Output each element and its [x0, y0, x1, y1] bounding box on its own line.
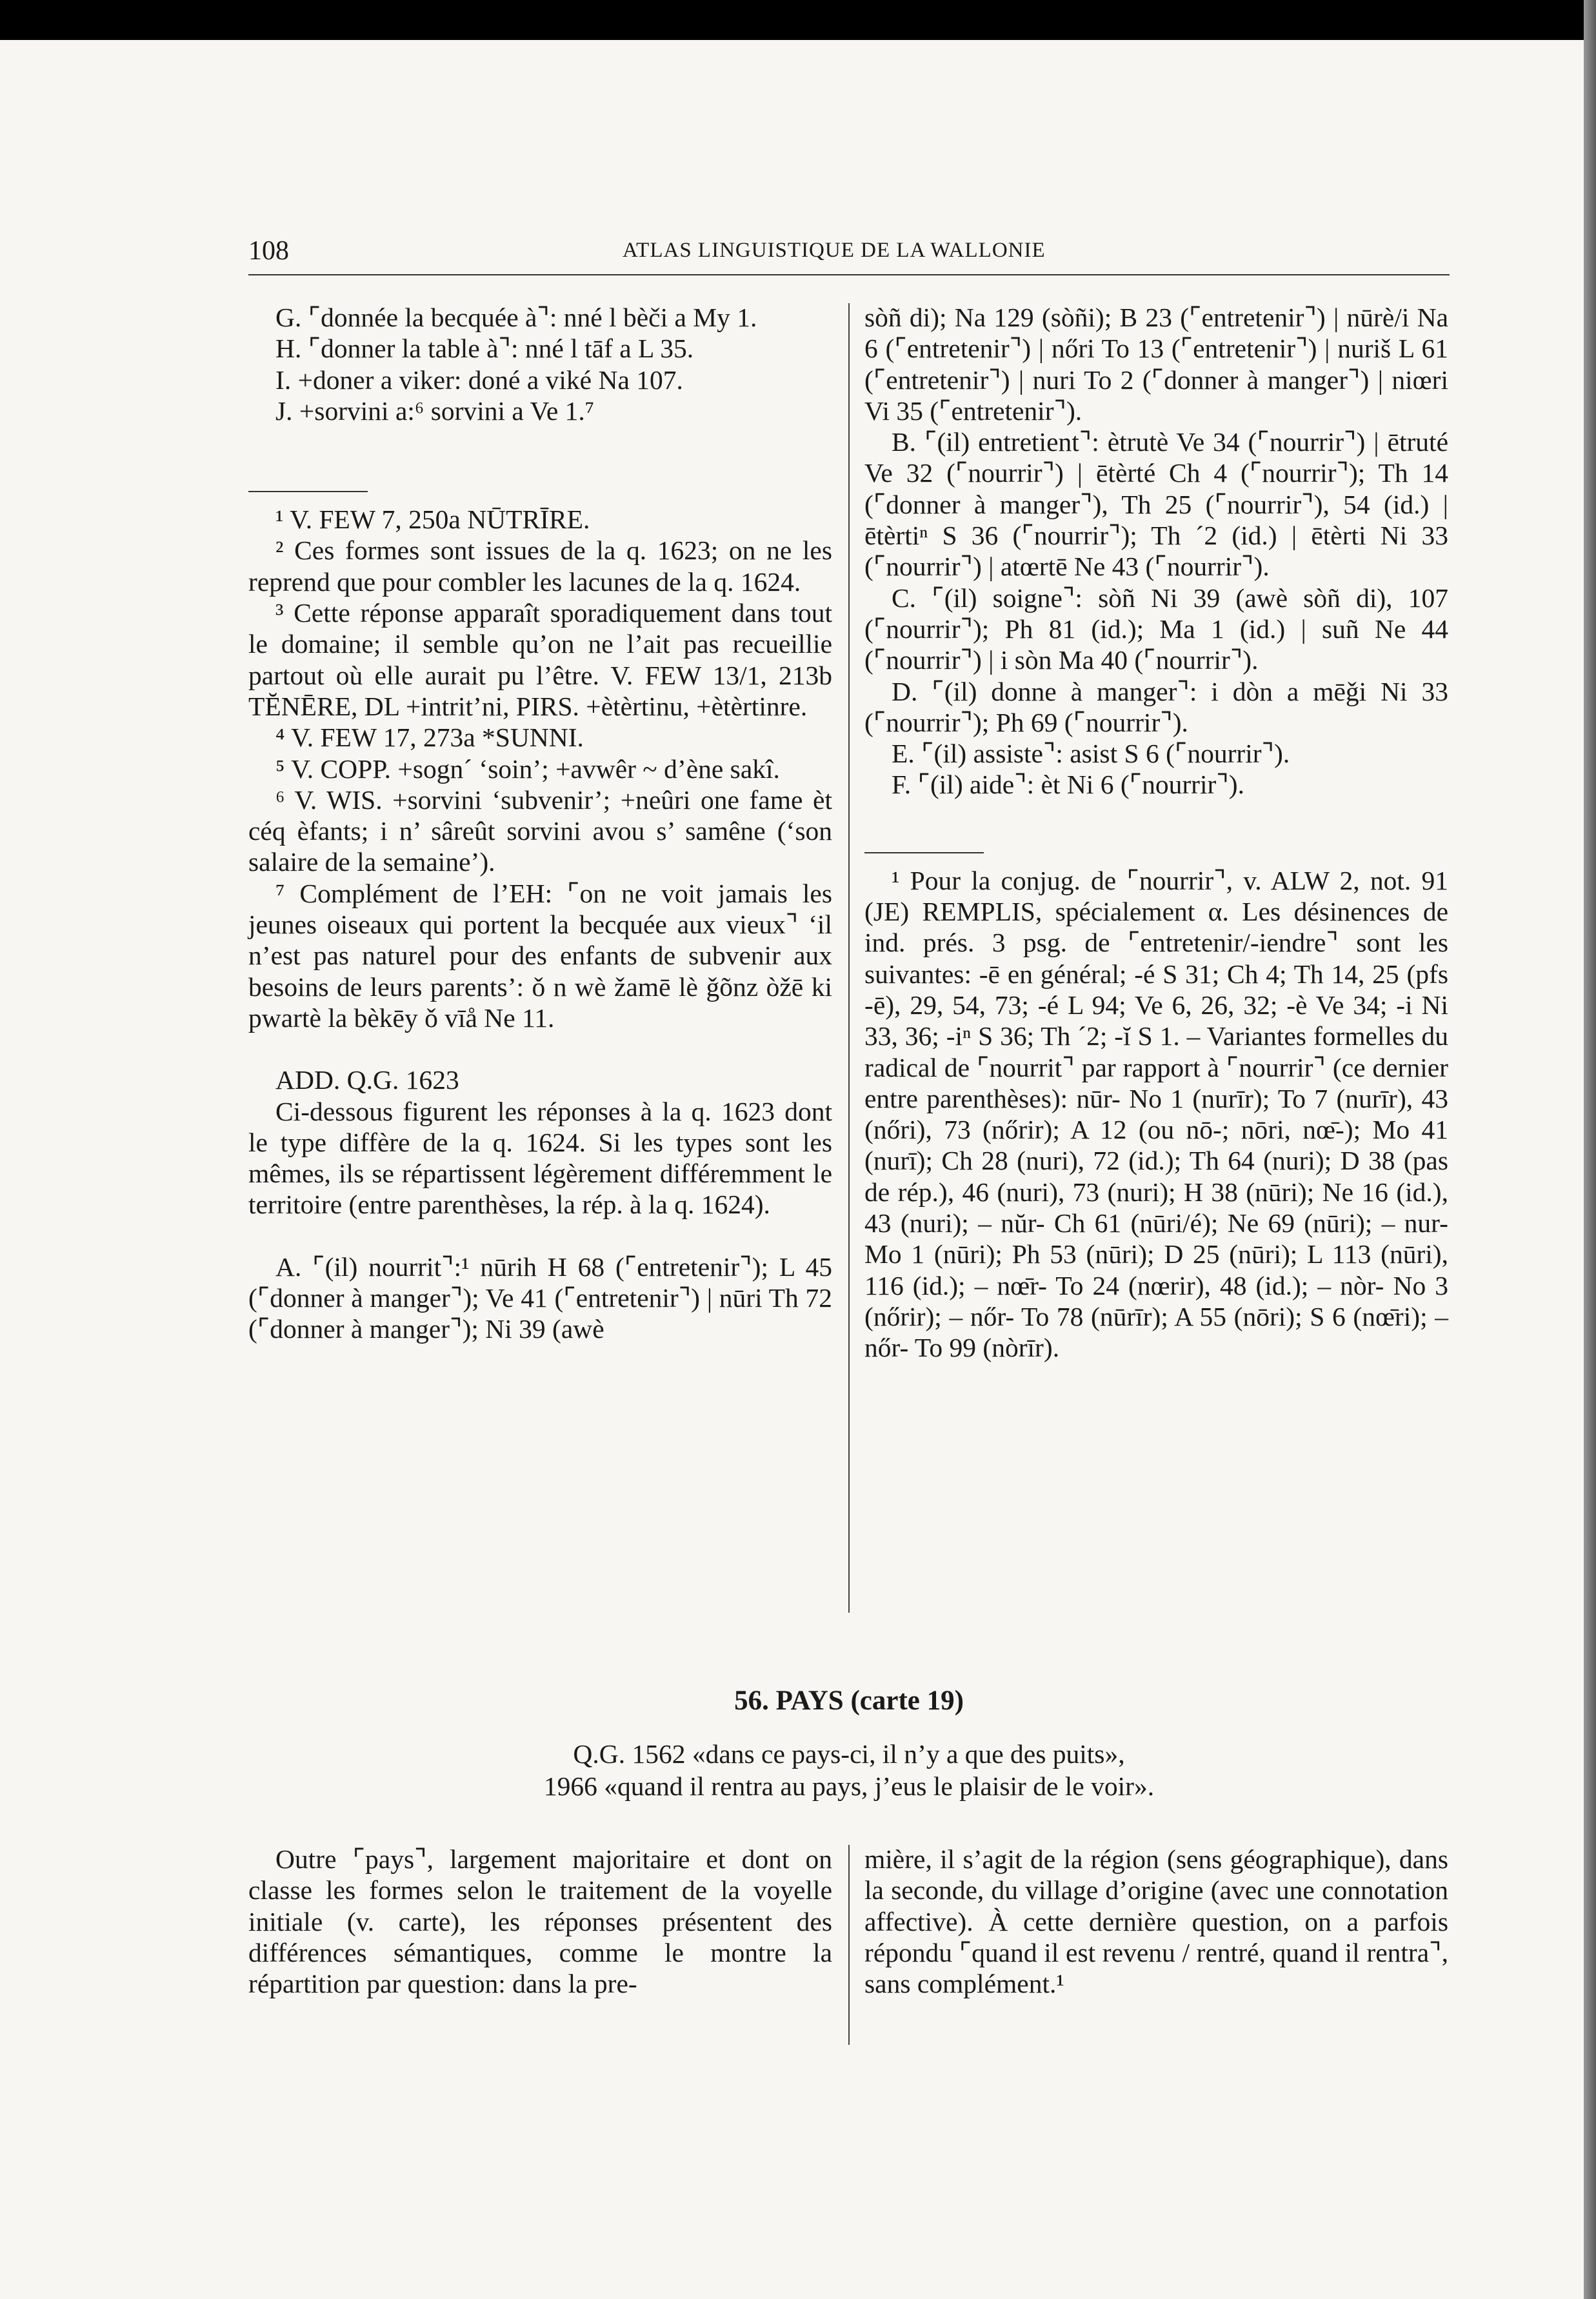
body-left-paragraph: Outre ⌜pays⌝, largement majoritaire et dont on classe les formes selon le traitement de la voyelle initiale (v. carte), les réponses présentent des différences sémantiques, comme le montre la répartition par question: dans la pre-	[248, 1844, 832, 1999]
addendum-intro: Ci-dessous figurent les réponses à la q. 1623 dont le type diffère de la q. 1624. Si les types sont les mêmes, ils se répartissent légèrement différemment le territoire (entre parenthèses, la rép. à la q. 1624).	[248, 1096, 832, 1220]
right-footnotes	[864, 865, 1448, 1364]
column-divider-lower	[848, 1845, 850, 2045]
addendum-title: ADD. Q.G. 1623	[275, 1065, 459, 1095]
footnote-3: ³ Cette réponse apparaît sporadiquement dans tout le domaine; il semble qu’on ne l’ait pas recueillie partout où elle aurait pu l’être. V. FEW 13/1, 213b TĔNĒRE, DL +intrit’ni, PIRS. +ètèrtinu, +ètèrtinre.	[248, 598, 832, 721]
entry-g: G. ⌜donnée la becquée à⌝: nné l bèči a My 1.	[275, 303, 757, 332]
page-edge	[1584, 0, 1596, 2299]
addendum-a-start: A. ⌜(il) nourrit⌝:¹ nūrih H 68 (⌜entretenir⌝); L 45 (⌜donner à manger⌝); Ve 41 (⌜entretenir⌝) | nūri Th 72 (⌜donner à manger⌝); Ni 39 (awè	[248, 1251, 832, 1344]
page-number: 108	[248, 236, 289, 266]
column-divider-upper	[848, 303, 850, 1613]
left-footnotes	[248, 504, 832, 1033]
addendum-d: D. ⌜(il) donne à manger⌝: i dòn a mēǧi Ni 33 (⌜nourrir⌝); Ph 69 (⌜nourrir⌝).	[864, 676, 1448, 737]
addendum-e: E. ⌜(il) assiste⌝: asist S 6 (⌜nourrir⌝).	[892, 739, 1290, 769]
footnote-rule-right	[864, 852, 984, 853]
footnote-4: ⁴ V. FEW 17, 273a *SUNNI.	[275, 722, 584, 753]
entry-h: H. ⌜donner la table à⌝: nné l tāf a L 35.	[275, 333, 694, 364]
left-column	[248, 302, 832, 1345]
section-body-left	[248, 1844, 832, 1999]
addendum-b: B. ⌜(il) entretient⌝: ètrutè Ve 34 (⌜nourrir⌝) | ētruté Ve 32 (⌜nourrir⌝) | ētèrté Ch 4 (⌜nourrir⌝); Th 14 (⌜donner à manger⌝), Th 25 (⌜nourrir⌝), 54 (id.) | ētèrtiⁿ S 36 (⌜nourrir⌝); Th ´2 (id.) | ētèrti Ni 33 (⌜nourrir⌝) | atœrtē Ne 43 (⌜nourrir⌝).	[864, 427, 1448, 582]
footnote-6: ⁶ V. WIS. +sorvini ‘subvenir’; +neûri one fame èt céq èfants; i n’ sâreût sorvini avou s’ samêne (‘son salaire de la semaine’).	[248, 784, 832, 877]
footnote-rule	[248, 491, 368, 492]
section-questions-line-2: 1966 «quand il rentra au pays, j’eus le plaisir de le voir».	[543, 1771, 1155, 1801]
entry-j: J. +sorvini a:⁶ sorvini a Ve 1.⁷	[275, 395, 595, 426]
footnote-1: ¹ V. FEW 7, 250a NŪTRĪRE.	[275, 504, 590, 535]
addendum-c: C. ⌜(il) soigne⌝: sòñ Ni 39 (awè sòñ di), 107 (⌜nourrir⌝); Ph 81 (id.); Ma 1 (id.) | suñ Ne 44 (⌜nourrir⌝) | i sòn Ma 40 (⌜nourrir⌝).	[864, 582, 1448, 675]
addendum-a-end: sòñ di); Na 129 (sòñi); B 23 (⌜entretenir⌝) | nūrè/i Na 6 (⌜entretenir⌝) | nőri To 13 (⌜entretenir⌝) | nuriš L 61 (⌜entretenir⌝) | nuri To 2 (⌜donner à manger⌝) | niœri Vi 35 (⌜entretenir⌝).	[864, 303, 1448, 426]
running-title: ATLAS LINGUISTIQUE DE LA WALLONIE	[623, 239, 1046, 262]
entry-i: I. +doner a viker: doné a viké Na 107.	[275, 364, 683, 395]
body-right-paragraph: mière, il s’agit de la région (sens géographique), dans la seconde, du village d’origine (avec une connotation affective). À cette dernière question, on a parfois répondu ⌜quand il est revenu / rentré, quand il rentra⌝, sans complément.¹	[864, 1844, 1448, 1999]
footnote-2: ² Ces formes sont issues de la q. 1623; on ne les reprend que pour combler les lacunes de la q. 1624.	[248, 535, 832, 597]
header-rule	[248, 274, 1450, 275]
footnote-5: ⁵ V. COPP. +sogn´ ‘soin’; +avwêr ~ d’ène sakî.	[275, 753, 780, 784]
section-title: 56. PAYS (carte 19)	[734, 1686, 964, 1716]
footnote-right-1: ¹ Pour la conjug. de ⌜nourrir⌝, v. ALW 2, not. 91 (JE) REMPLIS, spécialement α. Les désinences de ind. prés. 3 psg. de ⌜entretenir/-iendre⌝ sont les suivantes: -ē en général; -é S 31; Ch 4; Th 14, 25 (pfs -ē), 29, 54, 73; -é L 94; Ve 6, 26, 32; -è Ve 34; -i Ni 33, 36; -iⁿ S 36; Th ´2; -ĭ S 1. – Variantes formelles du radical de ⌜nourrit⌝ par rapport à ⌜nourrir⌝ (ce dernier entre parenthèses): nūr- No 1 (nurīr); To 7 (nurīr), 43 (nőri), 73 (nőrir); A 12 (ou nō-; nōri, nœ̄-); Mo 41 (nurī); Ch 28 (nuri), 72 (id.); Th 64 (nuri); D 38 (pas de rép.), 46 (nuri), 73 (nuri); H 38 (nūri); Ne 16 (id.), 43 (nuri); – nŭr- Ch 61 (nūri/é); Ne 69 (nūri); – nur- Mo 1 (nūri); Ph 53 (nūri); D 25 (nūri); L 113 (nūri), 116 (id.); – nœ̄r- To 24 (nœrir), 48 (id.); – nòr- No 3 (nőrir); – nőr- To 78 (nūrīr); A 55 (nōri); S 6 (nœ̄ri); – nőr- To 99 (nòrīr).	[864, 865, 1448, 1363]
section-questions-line-1: Q.G. 1562 «dans ce pays-ci, il n’y a que des puits»,	[573, 1739, 1125, 1769]
right-column	[864, 302, 1448, 1364]
addendum-f: F. ⌜(il) aide⌝: èt Ni 6 (⌜nourrir⌝).	[892, 770, 1244, 800]
section-body-right	[864, 1844, 1448, 1999]
footnote-7: ⁷ Complément de l’EH: ⌜on ne voit jamais les jeunes oiseaux qui portent la becquée aux vieux⌝ ‘il n’est pas naturel pour des enfants de subvenir aux besoins de leurs parents’: ǒ n wè žamē lè ǧõnz òžē ki pwartè la bèkēy ǒ vīå Ne 11.	[248, 878, 832, 1033]
